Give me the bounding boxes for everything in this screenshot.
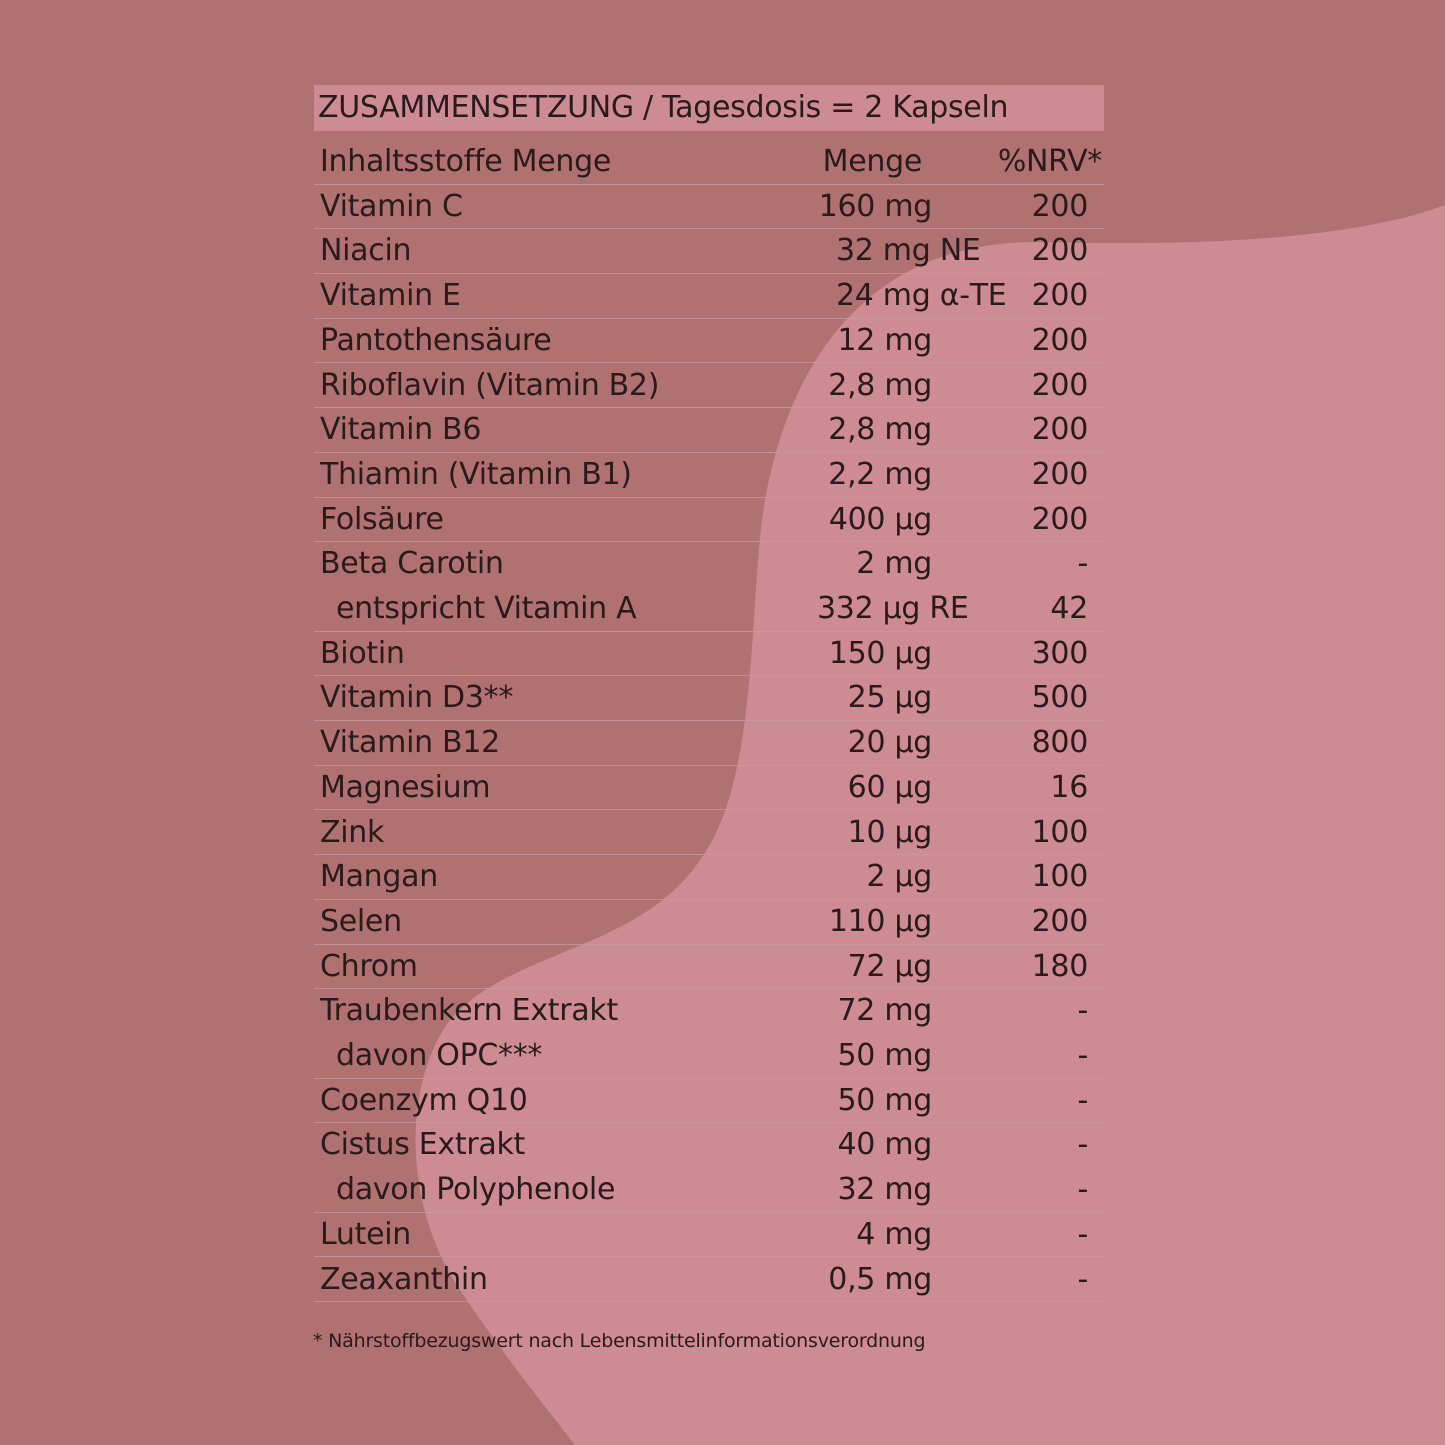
table-row (314, 319, 1104, 364)
ingredient-name: Beta Carotin (320, 546, 504, 582)
ingredient-nrv: - (1077, 1082, 1088, 1118)
ingredient-amount: 4 mg (856, 1216, 932, 1252)
table-row (314, 1079, 1104, 1124)
ingredient-amount: 50 mg (837, 1038, 932, 1073)
ingredient-amount: 50 mg (837, 1082, 932, 1118)
ingredient-nrv: - (1077, 546, 1088, 582)
ingredient-name: Biotin (320, 635, 405, 671)
ingredient-name: Thiamin (Vitamin B1) (320, 456, 632, 492)
ingredient-amount: 2,2 mg (828, 456, 932, 492)
ingredient-nrv: 200 (1031, 501, 1088, 537)
table-row (314, 811, 1104, 856)
ingredient-amount: 10 µg (847, 814, 932, 850)
ingredient-name: Mangan (320, 859, 438, 895)
ingredient-nrv: 200 (1031, 412, 1088, 448)
ingredient-amount: 32 mg NE (836, 233, 981, 269)
ingredient-nrv: - (1077, 1261, 1088, 1297)
ingredient-nrv: 100 (1031, 814, 1088, 850)
ingredient-nrv: - (1077, 1172, 1088, 1208)
ingredient-nrv: - (1077, 1038, 1088, 1073)
ingredient-nrv: 16 (1050, 769, 1088, 805)
ingredient-amount: 2 µg (866, 859, 932, 895)
table-row (314, 364, 1104, 409)
ingredient-name: Niacin (320, 233, 412, 269)
ingredient-name: davon OPC*** (336, 1038, 543, 1073)
ingredient-nrv: 42 (1050, 591, 1088, 626)
ingredient-name: Vitamin B12 (320, 725, 500, 761)
ingredient-name: Zink (320, 814, 385, 850)
table-row (314, 587, 1104, 632)
ingredient-name: Selen (320, 903, 402, 939)
ingredient-nrv: - (1077, 993, 1088, 1029)
ingredient-name: Chrom (320, 948, 418, 984)
ingredient-amount: 72 µg (847, 948, 932, 984)
table-row (314, 498, 1104, 543)
ingredient-nrv: 300 (1031, 635, 1088, 671)
ingredient-name: Folsäure (320, 501, 444, 537)
ingredient-nrv: 500 (1031, 680, 1088, 716)
ingredient-amount: 72 mg (837, 993, 932, 1029)
ingredient-name: Riboflavin (Vitamin B2) (320, 367, 660, 403)
table-row (314, 1034, 1104, 1079)
ingredient-name: Pantothensäure (320, 322, 552, 358)
ingredient-name: Zeaxanthin (320, 1261, 488, 1297)
ingredient-amount: 24 mg α-TE (836, 278, 1007, 314)
table-row (314, 721, 1104, 766)
ingredient-name: Magnesium (320, 769, 491, 805)
ingredient-nrv: 200 (1031, 322, 1088, 358)
ingredient-name: Vitamin B6 (320, 412, 482, 448)
table-row (314, 1213, 1104, 1258)
table-row (314, 453, 1104, 498)
ingredient-amount: 32 mg (837, 1172, 932, 1208)
table-row (314, 855, 1104, 900)
ingredient-nrv: 200 (1031, 278, 1088, 314)
ingredient-nrv: 200 (1031, 188, 1088, 224)
ingredient-name: Coenzym Q10 (320, 1082, 528, 1118)
ingredient-nrv: 180 (1031, 948, 1088, 984)
table-row (314, 408, 1104, 453)
ingredient-amount: 25 µg (847, 680, 932, 716)
table-row (314, 766, 1104, 811)
footnote: * Nährstoffbezugswert nach Lebensmittelinformationsverordnung (313, 1330, 926, 1352)
table-row (314, 1168, 1104, 1213)
table-row (314, 900, 1104, 945)
column-header-name: Inhaltsstoffe Menge (320, 144, 612, 179)
ingredient-amount: 150 µg (828, 635, 932, 671)
ingredient-amount: 110 µg (828, 903, 932, 939)
table-row (314, 632, 1104, 677)
ingredient-amount: 160 mg (818, 188, 932, 224)
table-row (314, 1258, 1104, 1303)
ingredient-nrv: 200 (1031, 233, 1088, 269)
column-header-nrv: %NRV* (997, 144, 1102, 179)
row-divider (314, 1301, 1104, 1302)
table-row (314, 542, 1104, 587)
table-row (314, 945, 1104, 990)
ingredient-nrv: 100 (1031, 859, 1088, 895)
ingredient-amount: 2 mg (856, 546, 932, 582)
table-row (314, 676, 1104, 721)
ingredient-name: Traubenkern Extrakt (320, 993, 618, 1029)
page-title: ZUSAMMENSETZUNG / Tagesdosis = 2 Kapseln (318, 90, 1009, 125)
ingredient-amount: 2,8 mg (828, 412, 932, 448)
ingredient-nrv: 200 (1031, 456, 1088, 492)
ingredient-amount: 20 µg (847, 725, 932, 761)
ingredient-name: entspricht Vitamin A (336, 591, 637, 626)
ingredient-amount: 60 µg (847, 769, 932, 805)
ingredient-name: Lutein (320, 1216, 411, 1252)
ingredient-amount: 332 µg RE (817, 591, 969, 626)
table-row (314, 989, 1104, 1034)
table-row (314, 229, 1104, 274)
ingredient-name: davon Polyphenole (336, 1172, 616, 1208)
ingredient-name: Vitamin E (320, 278, 461, 314)
table-header-row (314, 140, 1104, 185)
ingredient-name: Vitamin C (320, 188, 463, 224)
ingredient-amount: 2,8 mg (828, 367, 932, 403)
table-row (314, 1123, 1104, 1168)
ingredient-nrv: - (1077, 1216, 1088, 1252)
column-header-amount: Menge (822, 144, 922, 179)
ingredient-amount: 400 µg (828, 501, 932, 537)
ingredient-name: Cistus Extrakt (320, 1127, 525, 1163)
ingredient-amount: 40 mg (837, 1127, 932, 1163)
ingredient-name: Vitamin D3** (320, 680, 514, 716)
ingredient-nrv: 800 (1031, 725, 1088, 761)
table-row (314, 185, 1104, 230)
ingredient-amount: 0,5 mg (828, 1261, 932, 1297)
ingredient-nrv: - (1077, 1127, 1088, 1163)
ingredient-nrv: 200 (1031, 367, 1088, 403)
table-row (314, 274, 1104, 319)
ingredient-nrv: 200 (1031, 903, 1088, 939)
ingredient-amount: 12 mg (837, 322, 932, 358)
